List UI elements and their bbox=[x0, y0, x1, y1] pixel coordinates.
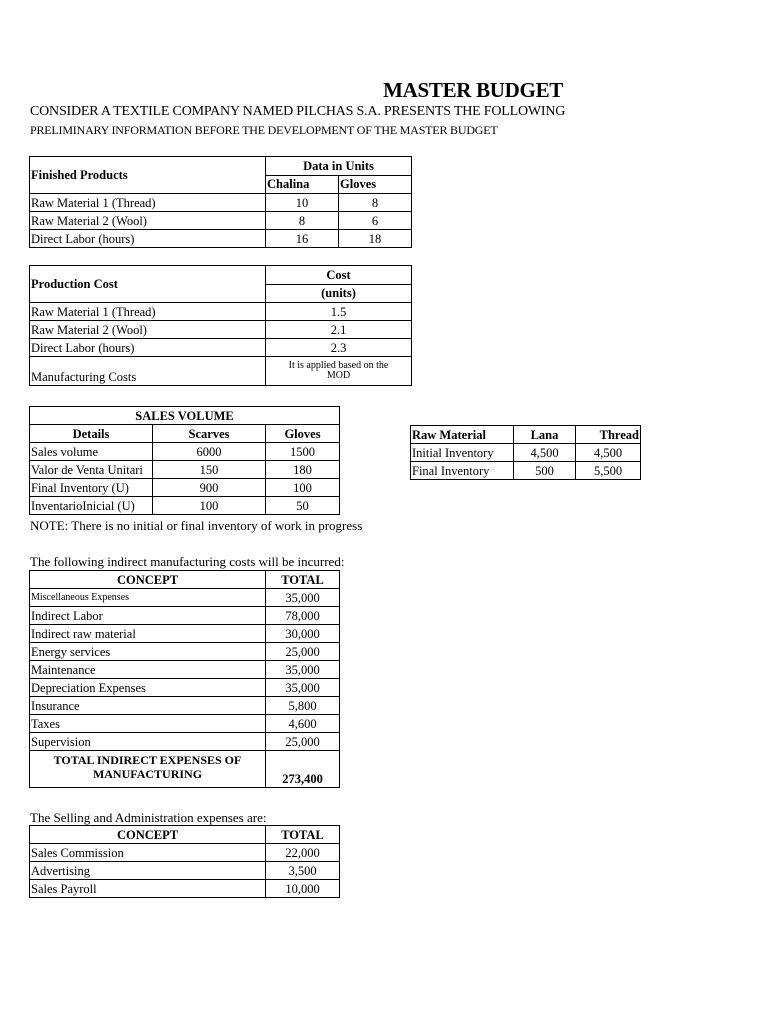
row-label: Sales Payroll bbox=[30, 880, 266, 898]
thread-col-header: Thread bbox=[576, 426, 641, 444]
row-label: Valor de Venta Unitari bbox=[30, 461, 153, 479]
cell-value: 35,000 bbox=[266, 589, 340, 607]
cell-value: 35,000 bbox=[266, 679, 340, 697]
row-label: Sales Commission bbox=[30, 844, 266, 862]
cell-value: 5,500 bbox=[576, 462, 641, 480]
row-label: Energy services bbox=[30, 643, 266, 661]
cell-value: 3,500 bbox=[266, 862, 340, 880]
cell-value: 500 bbox=[514, 462, 576, 480]
finished-products-header: Finished Products bbox=[30, 157, 266, 194]
cell-value: 6000 bbox=[153, 443, 266, 461]
cell-value: 6 bbox=[339, 212, 412, 230]
total-label-line-2: MANUFACTURING bbox=[92, 767, 203, 781]
cell-value: 100 bbox=[153, 497, 266, 515]
finished-products-table bbox=[29, 156, 412, 248]
row-label: Direct Labor (hours) bbox=[30, 339, 266, 357]
table-row bbox=[30, 443, 340, 461]
table-row bbox=[30, 697, 340, 715]
table-row bbox=[30, 679, 340, 697]
row-label: Final Inventory (U) bbox=[30, 479, 153, 497]
intro-line-2: PRELIMINARY INFORMATION BEFORE THE DEVELOPMENT OF THE MASTER BUDGET bbox=[30, 123, 498, 137]
concept-col-header: CONCEPT bbox=[30, 571, 266, 589]
row-label: Sales volume bbox=[30, 443, 153, 461]
cell-value: 8 bbox=[266, 212, 339, 230]
table-row bbox=[30, 661, 340, 679]
table-row bbox=[30, 715, 340, 733]
row-label: Taxes bbox=[30, 715, 266, 733]
details-col-header: Details bbox=[30, 425, 153, 443]
cost-header: Cost bbox=[266, 266, 412, 285]
indirect-costs-caption: The following indirect manufacturing costs will be incurred: bbox=[30, 554, 345, 569]
row-label: Depreciation Expenses bbox=[30, 679, 266, 697]
table-row bbox=[30, 862, 340, 880]
cell-value: 1500 bbox=[266, 443, 340, 461]
cell-value: 2.3 bbox=[266, 339, 412, 357]
applied-note-line-2: MOD bbox=[326, 370, 351, 381]
table-row bbox=[30, 607, 340, 625]
gloves-col-header: Gloves bbox=[266, 425, 340, 443]
cell-value: 8 bbox=[339, 194, 412, 212]
table-row bbox=[30, 880, 340, 898]
cell-value: 100 bbox=[266, 479, 340, 497]
table-row bbox=[30, 733, 340, 751]
table-row bbox=[30, 212, 412, 230]
raw-material-col-header: Raw Material bbox=[411, 426, 514, 444]
selling-admin-caption: The Selling and Administration expenses are: bbox=[30, 810, 267, 825]
total-label bbox=[30, 751, 266, 788]
cell-value: 2.1 bbox=[266, 321, 412, 339]
total-col-header: TOTAL bbox=[266, 826, 340, 844]
total-label-line-1: TOTAL INDIRECT EXPENSES OF bbox=[53, 753, 242, 767]
row-label: Raw Material 2 (Wool) bbox=[30, 212, 266, 230]
row-label: Direct Labor (hours) bbox=[30, 230, 266, 248]
cell-value bbox=[266, 357, 412, 386]
table-row bbox=[30, 321, 412, 339]
cell-value: 10,000 bbox=[266, 880, 340, 898]
row-label: Raw Material 2 (Wool) bbox=[30, 321, 266, 339]
cell-value: 18 bbox=[339, 230, 412, 248]
production-cost-header: Production Cost bbox=[30, 266, 266, 303]
row-label: Raw Material 1 (Thread) bbox=[30, 303, 266, 321]
total-row bbox=[30, 751, 340, 788]
row-label: Miscellaneous Expenses bbox=[30, 589, 266, 607]
gloves-col-header: Gloves bbox=[339, 175, 412, 194]
wip-note: NOTE: There is no initial or final inventory of work in progress bbox=[30, 518, 363, 533]
sales-volume-table bbox=[29, 406, 340, 515]
row-label: InventarioInicial (U) bbox=[30, 497, 153, 515]
page-title: MASTER BUDGET bbox=[383, 78, 563, 102]
chalina-col-header: Chalina bbox=[266, 175, 339, 194]
row-label: Manufacturing Costs bbox=[30, 357, 266, 386]
cell-value: 16 bbox=[266, 230, 339, 248]
cell-value: 25,000 bbox=[266, 643, 340, 661]
units-header: (units) bbox=[266, 284, 412, 303]
row-label: Indirect Labor bbox=[30, 607, 266, 625]
row-label: Supervision bbox=[30, 733, 266, 751]
cell-value: 22,000 bbox=[266, 844, 340, 862]
production-cost-table bbox=[29, 265, 412, 386]
table-row bbox=[30, 589, 340, 607]
cell-value: 900 bbox=[153, 479, 266, 497]
total-col-header: TOTAL bbox=[266, 571, 340, 589]
cell-value: 4,500 bbox=[514, 444, 576, 462]
indirect-costs-table bbox=[29, 570, 340, 788]
table-row bbox=[30, 625, 340, 643]
table-row bbox=[30, 497, 340, 515]
intro-line-1: CONSIDER A TEXTILE COMPANY NAMED PILCHAS S.A. PRESENTS THE FOLLOWING bbox=[30, 104, 566, 119]
applied-note-line-1: It is applied based on the bbox=[288, 360, 389, 371]
cell-value: 1.5 bbox=[266, 303, 412, 321]
table-row bbox=[30, 230, 412, 248]
row-label: Advertising bbox=[30, 862, 266, 880]
row-label: Initial Inventory bbox=[411, 444, 514, 462]
cell-value: 180 bbox=[266, 461, 340, 479]
sales-volume-title: SALES VOLUME bbox=[30, 407, 340, 425]
cell-value: 4,600 bbox=[266, 715, 340, 733]
cell-value: 50 bbox=[266, 497, 340, 515]
row-label: Final Inventory bbox=[411, 462, 514, 480]
row-label: Indirect raw material bbox=[30, 625, 266, 643]
table-row bbox=[30, 303, 412, 321]
raw-material-inventory-table bbox=[410, 425, 641, 480]
cell-value: 5,800 bbox=[266, 697, 340, 715]
lana-col-header: Lana bbox=[514, 426, 576, 444]
table-row bbox=[30, 339, 412, 357]
cell-value: 25,000 bbox=[266, 733, 340, 751]
data-in-units-header: Data in Units bbox=[266, 157, 412, 176]
table-row bbox=[30, 194, 412, 212]
cell-value: 35,000 bbox=[266, 661, 340, 679]
cell-value: 78,000 bbox=[266, 607, 340, 625]
table-row bbox=[30, 643, 340, 661]
row-label: Insurance bbox=[30, 697, 266, 715]
table-row bbox=[30, 357, 412, 386]
cell-value: 10 bbox=[266, 194, 339, 212]
cell-value: 30,000 bbox=[266, 625, 340, 643]
total-value: 273,400 bbox=[266, 751, 340, 788]
cell-value: 150 bbox=[153, 461, 266, 479]
table-row bbox=[411, 462, 641, 480]
table-row bbox=[30, 844, 340, 862]
table-row bbox=[411, 444, 641, 462]
concept-col-header: CONCEPT bbox=[30, 826, 266, 844]
scarves-col-header: Scarves bbox=[153, 425, 266, 443]
row-label: Maintenance bbox=[30, 661, 266, 679]
selling-admin-table bbox=[29, 825, 340, 898]
table-row bbox=[30, 479, 340, 497]
table-row bbox=[30, 461, 340, 479]
row-label: Raw Material 1 (Thread) bbox=[30, 194, 266, 212]
cell-value: 4,500 bbox=[576, 444, 641, 462]
